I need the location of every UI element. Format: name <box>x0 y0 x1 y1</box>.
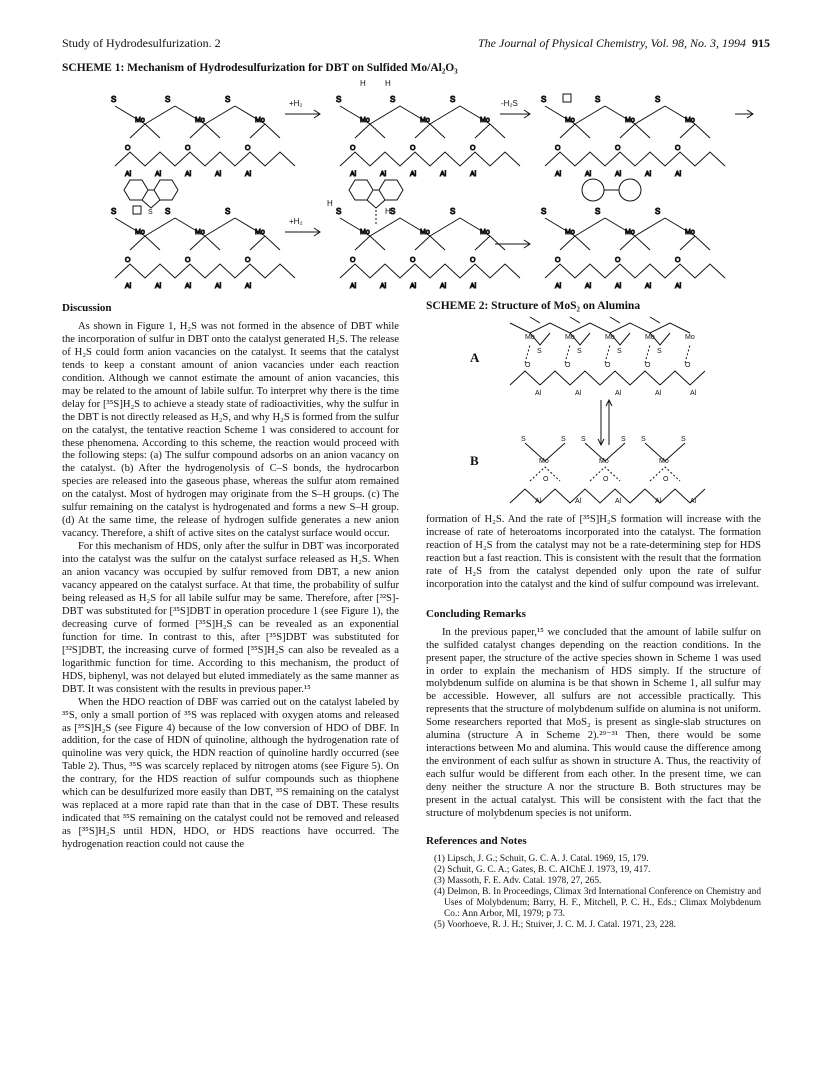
reference-list <box>426 854 761 931</box>
svg-text:O: O <box>245 257 251 264</box>
scheme2-title: SCHEME 2: Structure of MoS₂ on Alumina <box>426 300 641 312</box>
references-heading: References and Notes <box>426 834 527 847</box>
svg-text:O: O <box>185 257 191 264</box>
svg-text:Al: Al <box>440 171 447 178</box>
svg-text:Al: Al <box>185 283 192 290</box>
svg-text:S: S <box>541 95 547 104</box>
svg-text:Mo: Mo <box>360 117 370 124</box>
svg-text:Mo: Mo <box>645 334 655 341</box>
svg-text:Al: Al <box>690 390 697 397</box>
reference-item: (1) Lipsch, J. G.; Schuit, G. C. A. J. Catal. 1969, 15, 179. <box>434 853 649 864</box>
svg-text:O: O <box>125 257 131 264</box>
svg-text:S: S <box>336 95 342 104</box>
svg-text:Mo: Mo <box>565 117 575 124</box>
svg-text:S: S <box>561 436 566 443</box>
svg-text:Mo: Mo <box>685 334 695 341</box>
svg-text:Al: Al <box>380 283 387 290</box>
svg-text:S: S <box>521 436 526 443</box>
svg-text:S: S <box>655 207 661 216</box>
svg-text:Mo: Mo <box>135 229 145 236</box>
catalyst-structure-3 <box>541 94 725 178</box>
svg-text:Al: Al <box>185 171 192 178</box>
svg-text:S: S <box>681 436 686 443</box>
h2-label-1: +H₂ <box>289 99 303 108</box>
catalyst-structure-4 <box>111 206 295 290</box>
svg-text:S: S <box>165 95 171 104</box>
discussion-heading: Discussion <box>62 302 112 314</box>
reference-item: (4) Delmon, B. In Proceedings, Climax 3rd International Conference on Chemistry and Uses of Molybdenum; Barry, H. F., Mitchell, P. C. H., Eds.; Climax Molybdenum Co.: Ann Arbor, MI, 1979; p 73. <box>434 886 762 919</box>
h2s-label: -H₂S <box>501 99 518 108</box>
svg-text:S: S <box>595 207 601 216</box>
svg-text:S: S <box>111 95 117 104</box>
svg-text:Al: Al <box>410 171 417 178</box>
continuation-paragraph: formation of H₂S. And the rate of [³⁵S]H₂S formation will increase with the increase of rate of heteroatoms incorporated into the catalyst. The formation reaction of H₂S from the catalyst may not be a rate-determining step for HDS reaction but a fast reaction. This is consistent with the result that the formation rate of H₂S from the catalyst depended only upon the rate of sulfur incorporation into the catalyst and the kind of sulfur compound was irrelevant. <box>426 514 761 590</box>
svg-text:Mo: Mo <box>195 229 205 236</box>
svg-text:S: S <box>595 95 601 104</box>
svg-text:Al: Al <box>470 171 477 178</box>
journal-citation: The Journal of Physical Chemistry, Vol. 98, No. 3, 1994 <box>478 36 746 50</box>
svg-text:Al: Al <box>675 171 682 178</box>
reaction-arrow-3 <box>735 110 753 118</box>
svg-text:O: O <box>543 476 549 483</box>
svg-text:Mo: Mo <box>685 117 695 124</box>
hydrogen-label-1: H <box>360 80 366 88</box>
svg-text:Al: Al <box>690 498 697 505</box>
reference-item: (5) Voorhoeve, R. J. H.; Stuiver, J. C. M. J. Catal. 1971, 23, 228. <box>434 919 676 930</box>
h2-label-2: +H₂ <box>289 217 303 226</box>
svg-text:Al: Al <box>535 498 542 505</box>
scheme2-diagram <box>505 315 710 505</box>
svg-text:O: O <box>350 257 356 264</box>
svg-text:O: O <box>185 145 191 152</box>
svg-text:O: O <box>125 145 131 152</box>
svg-text:Al: Al <box>470 283 477 290</box>
svg-text:O: O <box>675 145 681 152</box>
svg-text:S: S <box>111 207 117 216</box>
svg-text:Al: Al <box>575 390 582 397</box>
svg-text:Mo: Mo <box>420 229 430 236</box>
svg-text:S: S <box>336 207 342 216</box>
journal-header <box>478 36 770 51</box>
svg-text:S: S <box>390 95 396 104</box>
svg-text:Al: Al <box>155 171 162 178</box>
svg-text:S: S <box>165 207 171 216</box>
svg-text:Al: Al <box>535 390 542 397</box>
svg-text:Al: Al <box>440 283 447 290</box>
svg-text:Mo: Mo <box>539 458 549 465</box>
page-number: 915 <box>752 36 770 50</box>
svg-text:Mo: Mo <box>599 458 609 465</box>
svg-text:S: S <box>641 436 646 443</box>
equilibrium-arrows-icon <box>598 400 612 445</box>
svg-text:Al: Al <box>350 283 357 290</box>
svg-text:S: S <box>225 95 231 104</box>
svg-text:Mo: Mo <box>480 117 490 124</box>
svg-text:Al: Al <box>615 283 622 290</box>
svg-text:S: S <box>621 436 626 443</box>
svg-text:O: O <box>675 257 681 264</box>
svg-text:Mo: Mo <box>659 458 669 465</box>
svg-text:Al: Al <box>245 171 252 178</box>
svg-text:S: S <box>148 209 153 216</box>
svg-text:S: S <box>617 348 622 355</box>
svg-text:Mo: Mo <box>255 229 265 236</box>
discussion-paragraph-2: For this mechanism of HDS, only after the sulfur in DBT was incorporated into the catalyst was the sulfur on the catalyst surface released as H₂S. When an anion vacancy was occupied by sulfur removed from DBT, a new anion vacancy appeared on the catalyst surface. At that time, the probability of sulfur being released as H₂S for all labile sulfur may be same. Therefore, after [³²S]-DBT was substituted for [³⁵S]DBT in operation procedure 1 (see Figure 1), the decreasing curve of formed [³⁵S]H₂S can be revealed as an exponential function for time. In contrast to this, after [³⁵S]DBT was substituted for [³²S]DBT, the increasing curve of formed [³⁵S]H₂S can also be revealed as a logarithmic function for time. According to this mechanism, the product of HDS, biphenyl, was not delayed but eluted immediately as the same manner as DBT. It was consistent with the results in previous paper.¹⁵ <box>62 541 399 695</box>
reaction-arrow-5 <box>495 240 530 248</box>
hydrogen-label-4: H <box>385 207 391 216</box>
hydrogen-label-3: H <box>327 199 333 208</box>
right-column <box>426 514 761 931</box>
structure-b-slab <box>510 443 705 503</box>
structure-b-label: B <box>470 453 479 468</box>
structure-a-label: A <box>470 350 480 365</box>
reaction-arrow-4 <box>285 228 320 236</box>
catalyst-structure-5 <box>336 207 520 290</box>
scheme1-diagram <box>105 80 755 290</box>
svg-text:Mo: Mo <box>135 117 145 124</box>
svg-text:Mo: Mo <box>480 229 490 236</box>
svg-text:Al: Al <box>555 283 562 290</box>
svg-text:O: O <box>525 362 531 369</box>
svg-text:Mo: Mo <box>565 229 575 236</box>
svg-text:Al: Al <box>585 171 592 178</box>
svg-text:Al: Al <box>215 171 222 178</box>
svg-text:Mo: Mo <box>360 229 370 236</box>
svg-text:O: O <box>645 362 651 369</box>
svg-text:O: O <box>410 257 416 264</box>
biphenyl-molecule-icon <box>582 179 641 201</box>
svg-text:Al: Al <box>645 283 652 290</box>
catalyst-structure-2 <box>336 95 520 178</box>
svg-text:Mo: Mo <box>625 229 635 236</box>
svg-text:Mo: Mo <box>255 117 265 124</box>
svg-text:S: S <box>450 207 456 216</box>
reaction-arrow-1 <box>285 110 320 118</box>
svg-text:S: S <box>390 207 396 216</box>
svg-text:Mo: Mo <box>565 334 575 341</box>
svg-text:Al: Al <box>655 390 662 397</box>
svg-text:O: O <box>350 145 356 152</box>
svg-text:S: S <box>655 95 661 104</box>
svg-text:Al: Al <box>655 498 662 505</box>
svg-text:Al: Al <box>615 390 622 397</box>
svg-text:Mo: Mo <box>525 334 535 341</box>
dbt-adsorbed-molecule-icon <box>349 180 403 225</box>
svg-text:O: O <box>615 257 621 264</box>
svg-text:Al: Al <box>350 171 357 178</box>
reference-item: (2) Schuit, G. C. A.; Gates, B. C. AIChE J. 1973, 19, 417. <box>434 864 651 875</box>
svg-text:S: S <box>541 207 547 216</box>
svg-text:Al: Al <box>575 498 582 505</box>
svg-text:O: O <box>245 145 251 152</box>
svg-text:S: S <box>225 207 231 216</box>
svg-text:Al: Al <box>410 283 417 290</box>
catalyst-structure-1 <box>111 95 295 178</box>
svg-text:O: O <box>615 145 621 152</box>
svg-text:Al: Al <box>615 498 622 505</box>
svg-text:Al: Al <box>155 283 162 290</box>
svg-text:O: O <box>470 145 476 152</box>
svg-text:Al: Al <box>585 283 592 290</box>
svg-text:Mo: Mo <box>625 117 635 124</box>
svg-text:Al: Al <box>615 171 622 178</box>
svg-text:S: S <box>450 95 456 104</box>
discussion-paragraph-1: As shown in Figure 1, H₂S was not formed in the absence of DBT while the incorporation of sulfur in DBT onto the catalyst generated H₂S. The release of H₂S could form anion vacancies on the catalyst. It seems that the catalyst tends to keep a constant amount of anion vacancies under each reaction condition. Although we cannot estimate the amount of anion vacancies, this may be related to the amount of labile sulfur. To interpret why there is the time delay for [³⁵S]H₂S to achieve a steady state of radioactivities, why the sulfur in the DBT is not directly released as H₂S, and why H₂S is formed from the sulfur on the catalyst, the tentative reaction Scheme 1 was considered to account for these phenomena. According to this scheme, the reaction would proceed with the following steps: (a) The sulfur compound adsorbs on an anion vacancy on the catalyst. (b) After the hydrogenolysis of C–S bonds, the hydrocarbon species are released into the gaseous phase, whereas the sulfur atom remained on the catalyst. Most of hydrogen may originate from the S–H groups. (c) The sulfur remaining on the catalyst is hydrogenated and forms a new S–H group. (d) At the same time, the release of hydrogen sulfide generates a new anion vacancy. Therefore, a shift of active sites on the catalyst surface would occur. <box>62 320 399 540</box>
svg-text:O: O <box>605 362 611 369</box>
svg-text:O: O <box>603 476 609 483</box>
hydrogen-label-2: H <box>385 80 391 88</box>
scheme1-title: SCHEME 1: Mechanism of Hydrodesulfurization for DBT on Sulfided Mo/Al₂O₃ <box>62 62 458 74</box>
catalyst-structure-6 <box>541 207 725 290</box>
reference-item: (3) Massoth, F. E. Adv. Catal. 1978, 27, 265. <box>434 875 602 886</box>
svg-text:O: O <box>555 257 561 264</box>
svg-text:Al: Al <box>125 171 132 178</box>
svg-text:Al: Al <box>645 171 652 178</box>
concluding-heading: Concluding Remarks <box>426 607 526 620</box>
svg-text:Mo: Mo <box>195 117 205 124</box>
svg-text:S: S <box>577 348 582 355</box>
svg-text:Al: Al <box>675 283 682 290</box>
svg-text:Mo: Mo <box>420 117 430 124</box>
svg-text:S: S <box>537 348 542 355</box>
svg-text:Mo: Mo <box>685 229 695 236</box>
svg-text:O: O <box>410 145 416 152</box>
svg-text:O: O <box>470 257 476 264</box>
svg-text:S: S <box>581 436 586 443</box>
reaction-arrow-2 <box>500 110 530 118</box>
svg-text:S: S <box>657 348 662 355</box>
left-column <box>62 302 399 852</box>
svg-text:O: O <box>555 145 561 152</box>
svg-text:Al: Al <box>555 171 562 178</box>
svg-text:O: O <box>663 476 669 483</box>
svg-text:Al: Al <box>215 283 222 290</box>
running-header: Study of Hydrodesulfurization. 2 <box>62 36 221 50</box>
svg-text:O: O <box>685 362 691 369</box>
svg-text:Al: Al <box>380 171 387 178</box>
svg-text:Mo: Mo <box>605 334 615 341</box>
discussion-paragraph-3: When the HDO reaction of DBF was carried out on the catalyst labeled by ³⁵S, only a small portion of ³⁵S was replaced with oxygen atoms and released as [³⁵S]H₂S (see Figure 4) because of the low conversion of HDO of DBF. In addition, for the case of HDN of quinoline, although the hydrogenation rate of quinoline was very quick, the HDN reaction of quinoline hardly occurred (see Table 2). Thus, ³⁵S was scarcely replaced by nitrogen atoms (see Figure 5). On the contrary, for the HDS reaction of sulfur compounds such as thiophene which can be desulfurized more easily than DBT, ³⁵S remaining on the catalyst was replaced at a more rapid rate than that in the case of DBT. These results indicated that ³⁵S remaining on the catalyst could not be removed and released as [³⁵S]H₂S until HDN, HDO, or HDS reactions have occurred. The hydrogenation reaction could not cause the <box>62 696 399 851</box>
svg-text:O: O <box>565 362 571 369</box>
concluding-paragraph: In the previous paper,¹⁵ we concluded that the amount of labile sulfur on the sulfided catalyst changes depending on the reaction conditions. In the present paper, the structure of the active species shown in Scheme 1 was used in order to explain the mechanism of HDS simply. If the structure of molybdenum sulfide on alumina is be that shown in Scheme 1, all sulfur may be accessible. However, all sulfurs are not accessible practically. This represents that the structure of molybdenum sulfide on alumina is not uniform. Some researchers reported that MoS₂ is present as single-slab structures on alumina (structure A in Scheme 2).²⁹⁻³¹ Then, there would be some interactions between Mo and alumina. This would cause the difference among the environment of each sulfur as shown in structure A. Thus, the reactivity of each sulfur would be different from each other. In the present time, we can deny neither the structure A nor the structure B. Both structures may be present in the actual catalyst. This will be consistent with the fact that the structure of molybdenum species is not uniform. <box>426 626 761 820</box>
svg-text:Al: Al <box>125 283 132 290</box>
svg-text:Al: Al <box>245 283 252 290</box>
